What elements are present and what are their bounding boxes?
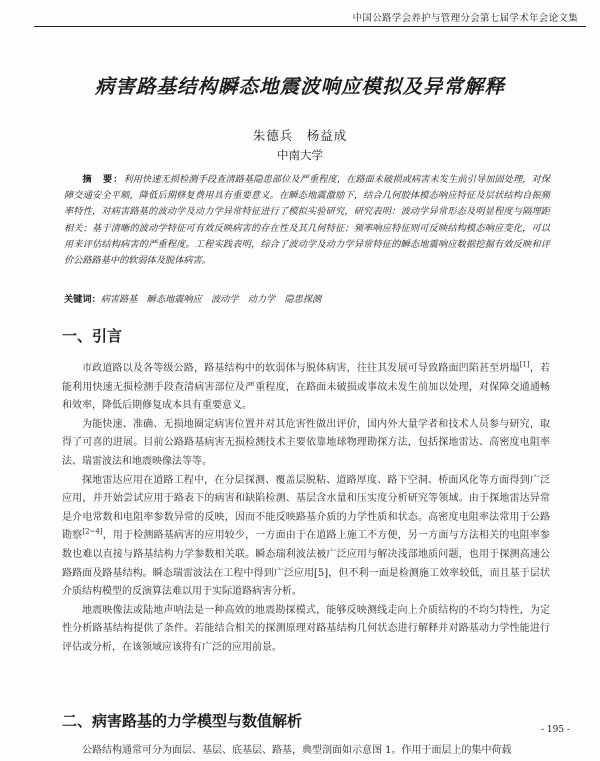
section-body-mechanics bbox=[62, 742, 550, 761]
paper-authors: 朱德兵 杨益成 bbox=[252, 128, 348, 143]
paragraph bbox=[62, 472, 550, 602]
paper-title: 病害路基结构瞬态地震波响应模拟及异常解释 bbox=[94, 75, 505, 98]
paragraph-text: ，用于检测路基病害的应用较少，一方面由于在道路上施工不方便，另一方面与方法相关的电阻率参数也难以直接与路基结构力学参数相关联。瞬态瑞利波法被广泛应用与解决浅部地质问题，也用于探测高速公路路面及路基结构。瞬态瑞雷波法在工程中得到广泛应用[5]，但不利一面是检测施工效率较低，而且基于层状介质结构模型的反演算法难以用于实际道路病害分析。 bbox=[62, 530, 551, 598]
paragraph-text: 市政道路以及各等级公路，路基结构中的软弱体与脱体病害，往往其发展可导致路面凹陷甚至坍塌 bbox=[82, 363, 520, 374]
section-heading-introduction: 一、引言 bbox=[62, 327, 123, 345]
page-number: - 195 - bbox=[541, 725, 570, 735]
header-rule bbox=[34, 26, 586, 27]
paper-affiliation: 中南大学 bbox=[277, 148, 323, 162]
paragraph bbox=[62, 742, 550, 761]
section-body-introduction bbox=[62, 360, 550, 658]
citation: [1] bbox=[519, 360, 530, 369]
paragraph-text: 地震映像法或陆地声呐法是一种高效的地震勘探模式，能够反映测线走向上介质结构的不均匀特性，为定性分析路基结构提供了条件。若能结合相关的探测原理对路基结构几何状态进行解释并对路基动力学性能进行评估或分析，在该领域应该将有广泛的应用前景。 bbox=[62, 604, 550, 653]
abstract-text: 利用快速无损检测手段查清路基隐患部位及严重程度，在路面未破损或病害未发生前引导加固处理，对保障交通安全平顺，降低后期修复费用具有重要意义。在瞬态地震激励下，结合几何胶体模态响应特征及层状结构自振频率特性，对病害路基的波动学及动力学异常特征进行了模拟实验研究，研究表明：波动学异常形态及明显程度与隔埋距相关；基于清晰的波动学特征可有效反映病害的存在性及其几何特征；频率响应特征则可反映结构模态响应变化，可以用来评估结构病害的严重程度。工程实践表明，综合了波动学及动力学异常特征的瞬态地震响应数据挖掘有效反映和评价公路路基中的软弱体及脱体病害。 bbox=[64, 174, 551, 267]
abstract bbox=[64, 172, 550, 269]
keywords bbox=[64, 291, 550, 305]
paragraph-text: 为能快速、准确、无损地圈定病害位置并对其危害性做出评价，国内外大量学者和技术人员参与研究，取得了可喜的进展。目前公路路基病害无损检测技术主要依靠地球物理勘探方法，包括探地雷达、高密度电阻率法、瑞雷波法和地震映像法等等。 bbox=[62, 418, 550, 467]
paragraph bbox=[62, 602, 550, 658]
keywords-text: 病害路基 瞬态地震响应 波动学 动力学 隐患探测 bbox=[100, 294, 322, 305]
citation: [2~4] bbox=[82, 528, 103, 537]
running-header: 中国公路学会养护与管理分会第七届学术年会论文集 bbox=[352, 13, 578, 24]
section-heading-mechanics: 二、病害路基的力学模型与数值解析 bbox=[62, 712, 303, 730]
paragraph-text: 探地雷达应用在道路工程中，在分层探测、覆盖层脱粘、道路厚度、路下空洞、桥面风化等方面得到广泛应用，并开始尝试应用于路表下的病害和缺陷检测、基层含水量和压实度分析研究等领域。由于探地雷达异常是介电常数和电阻率参数异常的反映，因而不能反映路基介质的力学性质和状态。高密度电阻率法常用于公路勘察 bbox=[62, 474, 550, 542]
paragraph bbox=[62, 416, 550, 472]
paragraph-text: 公路结构通常可分为面层、基层、底基层、路基，典型剖面如示意图 1。作用于面层上的集中荷载 bbox=[82, 745, 512, 756]
keywords-label: 关键词： bbox=[64, 294, 101, 305]
paragraph-text: ，若能利用快速无损检测手段查清病害部位及严重程度，在路面未破损或事故未发生前加以处理，对保障交通通畅和效率，降低后期修复成本具有重要意义。 bbox=[62, 363, 551, 412]
paragraph bbox=[62, 360, 550, 416]
abstract-label: 摘 要： bbox=[82, 174, 124, 185]
